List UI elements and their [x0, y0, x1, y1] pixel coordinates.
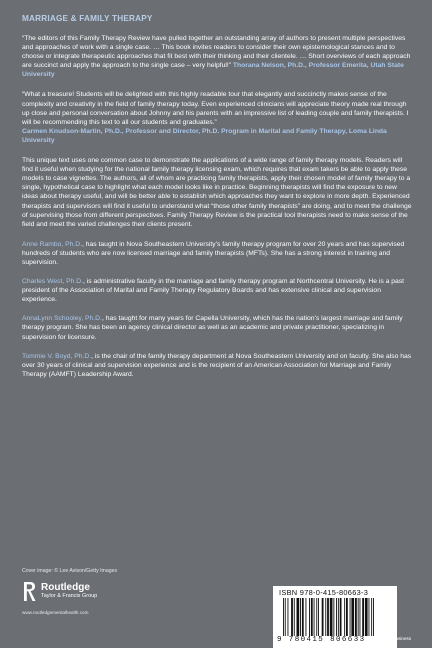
barcode-bar — [285, 598, 286, 636]
author-bio-3 — [22, 314, 412, 341]
isbn-label: ISBN 978-0-415-80663-3 — [279, 588, 369, 597]
barcode-bar — [350, 598, 351, 636]
author-bio-2 — [22, 277, 412, 304]
barcode-bar — [316, 598, 317, 636]
author-bio-1 — [22, 240, 412, 267]
barcode-bar — [338, 598, 339, 636]
barcode-bar — [283, 598, 284, 636]
barcode-bar — [344, 598, 345, 636]
quote-text: “The editors of this Family Therapy Review have pulled together an outstanding array of authors to present multiple perspectives and approaches of work with a single case. … This book invites readers to consider their own epistemological stances and to choose or integrate therapeutic approaches that fit best with their thinking and their clientele. … Short overviews of each approach are succinct and apply the approach to the single case – very helpful!” — [22, 35, 411, 70]
author-name: Anne Rambo, Ph.D. — [22, 240, 83, 248]
quote-attribution: Carmen Knudson-Martin, Ph.D., Professor and Director, Ph.D. Program in Marital and Family Therapy, Loma Linda University — [22, 127, 387, 144]
barcode-bar — [330, 598, 333, 636]
publisher-url[interactable]: www.routledgementalhealth.com — [22, 610, 89, 615]
barcode-bar — [327, 598, 329, 636]
book-description: This unique text uses one common case to demonstrate the applications of a wide range of family therapy models. Readers will find it useful when studying for the national family therapy licensing exam, which requires that exam takers be able to apply these models to case vignettes. The authors, all of whom are practicing family therapists, apply their chosen model of family therapy to a single, hypothetical case to highlight what each model looks like in practice. Beginning therapists will find the exposure to new ideas about therapy useful, and will be better able to establish which approaches they want to explore in more depth. Experienced therapists and supervisors will find it useful to understand what “those other family therapists” are doing, and to meet the challenge of supervising those from different perspectives. Family Therapy Review is the practical tool therapists need to make sense of the field and meet the varied challenges their clients present. — [22, 157, 412, 228]
barcode-bar — [314, 598, 315, 636]
barcode-bar — [300, 598, 301, 636]
author-bio-text: , is the chair of the family therapy department at Nova Southeastern University and on faculty. She also has over 30 years of clinical and supervision experience and is the recipient of an American Association for Marriage and Family Therapy (AAMFT) Leadership Award. — [22, 352, 412, 378]
barcode-bar — [333, 598, 334, 636]
barcode-bar — [306, 598, 307, 636]
author-name: AnnaLynn Schooley, Ph.D. — [22, 315, 102, 323]
publisher-name: Routledge — [41, 582, 90, 593]
barcode-bar — [302, 598, 304, 636]
barcode-bar — [311, 598, 313, 636]
barcode-bar — [318, 598, 319, 636]
routledge-logo-icon — [22, 580, 38, 602]
author-name: Tommie V. Boyd, Ph.D. — [22, 352, 92, 360]
barcode-digits: 9 780415 806633 — [277, 636, 366, 644]
author-name: Charles West, Ph.D. — [22, 278, 84, 286]
barcode-bar — [297, 598, 300, 636]
endorsement-quote-1 — [22, 34, 412, 79]
barcode-bar — [369, 598, 370, 636]
barcode-bar — [291, 598, 293, 636]
publisher-group: Taylor & Francis Group — [41, 593, 98, 599]
quote-attribution: Thorana Nelson, Ph.D., Professor Emerita, Utah State University — [22, 62, 404, 79]
back-cover-content — [22, 14, 412, 389]
barcode-bar — [371, 598, 372, 636]
quote-text: “What a treasure! Students will be delighted with this highly readable tour that elegantly and succinctly makes sense of the complexity and creativity in the field of family therapy today. Even experienced clinicians will appreciate theory made real through up close and personal conversation about Johnny and his parents with an impressive list of leading couple and family therapists. I will be recommending this text to all our students and graduates.” — [22, 91, 409, 126]
category-heading: MARRIAGE & FAMILY THERAPY — [22, 14, 153, 23]
barcode-bar — [346, 598, 348, 636]
publisher-block — [22, 580, 152, 622]
barcode-bar — [325, 598, 326, 636]
barcode-bar — [340, 598, 342, 636]
barcode-bar — [351, 598, 354, 636]
barcode-bar — [373, 598, 374, 636]
barcode-bar — [362, 598, 364, 636]
endorsement-quote-2 — [22, 90, 412, 145]
author-bio-text: , is administrative faculty in the marriage and family therapy program at Northcentral University. He is a past president of the Association of Marital and Family Therapy Regulatory Boards and has extensive clinical and supervision experience. — [22, 278, 405, 304]
barcode-image — [277, 598, 393, 636]
barcode-bar — [309, 598, 310, 636]
barcode-bar — [288, 598, 289, 636]
author-bio-4 — [22, 352, 412, 379]
barcode-bar — [336, 598, 337, 636]
barcode-bar — [365, 598, 368, 636]
barcode-bar — [360, 598, 361, 636]
barcode-bar — [358, 598, 359, 636]
author-bio-text: , has taught in Nova Southeastern University’s family therapy program for over 20 years and has supervised hundreds of students who are now licensed marriage and family therapists (MFTs). She has a strong interest in training and supervision. — [22, 240, 405, 266]
barcode-bar — [355, 598, 357, 636]
barcode-bar — [294, 598, 295, 636]
cover-image-credit: Cover image: © Lee Avison/Getty Images — [22, 568, 118, 574]
author-bio-text: , has taught for many years for Capella University, which has the nation’s largest marriage and family therapy program. She has been an agency clinical director as well as an academic and private practitioner, specializing in supervision for licensure. — [22, 315, 403, 341]
informa-tagline: an informa business — [370, 636, 412, 641]
barcode-bar — [322, 598, 324, 636]
